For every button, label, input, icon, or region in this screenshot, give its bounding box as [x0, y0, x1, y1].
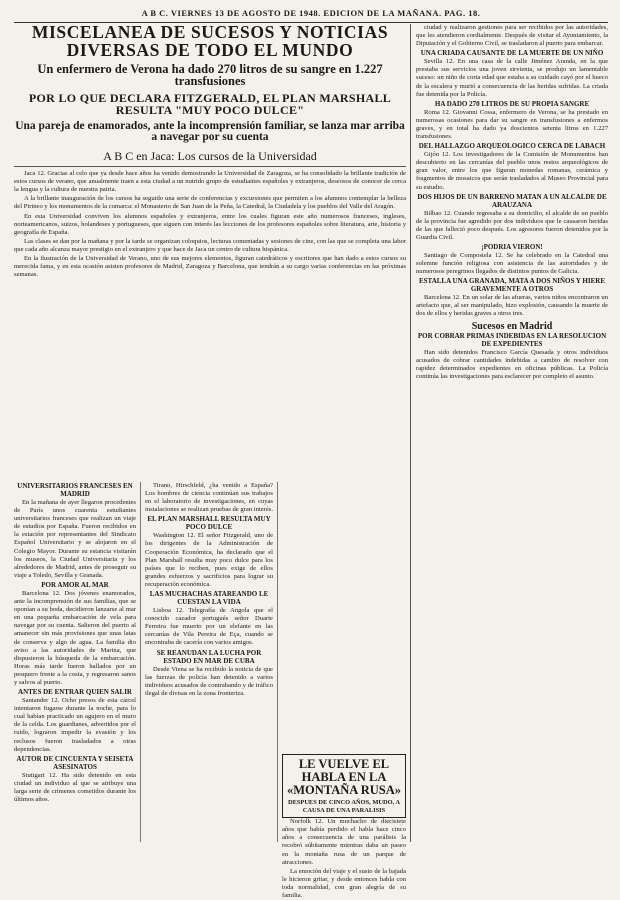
- boxed-story: [282, 754, 406, 818]
- item-body: ciudad y realizaron gestiones para ser recibidos por las autoridades, que les atendieron cordialmente. Después de visitar el Ayuntamiento, la Diputación y el Gobierno Civil, se trasladaron al puerto para embarcar.: [416, 24, 608, 48]
- section-title-jaca: A B C en Jaca: Los cursos de la Universidad: [14, 149, 406, 167]
- feature-block: [14, 24, 406, 280]
- item-body: Santander 12. Ocho presos de esta cárcel intentaron fugarse durante la noche, para lo cual habían practicado un agujero en el muro de la celda. Los guardianes, advertidos por el ruido, lograron impedir la evasión y los reclusos fueron trasladados a otras dependencias.: [14, 697, 136, 753]
- lead-paragraph: Jaca 12. Gracias al celo que ya desde hace años ha venido demostrando la Universidad de Zaragoza, se ha consolidado la brillante tradición de estos cursos de verano, que anualmente traen a esta ciudad a un nutrido grupo de estudiantes españoles y extranjeros, deseosos de conocer de cerca la lengua y la cultura de nuestra patria.: [14, 170, 406, 194]
- item-title: ESTALLA UNA GRANADA, MATA A DOS NIÑOS Y HIERE GRAVEMENTE A OTROS: [419, 277, 605, 294]
- deck-marshall: POR LO QUE DECLARA FITZGERALD, EL PLAN MARSHALL RESULTA "MUY POCO DULCE": [28, 91, 392, 118]
- lead-paragraph: Las clases se dan por la mañana y por la tarde se organizan coloquios, lecturas comentadas y sesiones de cine, con las que se completa una labor que cada año alcanza mayor prestigio en el extranjero y que hace de Jaca un centro de cultura hispánica.: [14, 237, 406, 253]
- item-title: POR COBRAR PRIMAS INDEBIDAS EN LA RESOLUCION DE EXPEDIENTES: [417, 331, 607, 348]
- boxed-story-deck: DESPUES DE CINCO AÑOS, MUDO, A CAUSA DE UNA PARALISIS: [287, 799, 401, 814]
- item-body: Han sido detenidos Francisco García Quesada y otros individuos acusados de cobrar cantidades indebidas a cambio de resolver con rapidez determinados expedientes en oficinas públicas. La Policía continúa las investigaciones para esclarecer por completo el asunto.: [416, 348, 608, 380]
- lead-paragraph: En la ilustración de la Universidad de Verano, uno de sus mejores elementos, figuran catedráticos y escritores que han dado a estos cursos su merecida fama, y en esta ocasión asisten profesores de Madrid, Zaragoza y Barcelona, que tendrán a su cargo varias conferencias en las próximas semanas.: [14, 255, 406, 279]
- column-rule: [140, 482, 141, 842]
- item-body: Bilbao 12. Cuando regresaba a su domicilio, el alcalde de un pueblo de la provincia fue agredido por dos individuos que le causaron heridas de las que falleció poco después. Los agresores fueron detenidos por la Guardia Civil.: [416, 209, 608, 241]
- deck-verona: Un enfermero de Verona ha dado 270 litros de su sangre en 1.227 transfusiones: [37, 61, 383, 89]
- lead-article: [14, 170, 406, 279]
- boxed-story-headline: LE VUELVE EL HABLA EN LA «MONTAÑA RUSA»: [286, 757, 401, 797]
- item-body: Barcelona 12. En un solar de las afueras, varios niños encontraron un artefacto que, al ser manipulado, hizo explosión, causando la muerte de dos de ellos y heridas graves a otros tres.: [416, 294, 608, 318]
- column-2: [145, 482, 273, 842]
- item-title: ANTES DE ENTRAR QUIEN SALIR: [18, 688, 132, 697]
- item-body: Roma 12. Giovanni Cossa, enfermero de Verona, se ha prestado en numerosas ocasiones para dar su sangre en transfusiones a enfermos graves, y en total ha dado ya doscientos setenta litros en 1.227 transfusiones.: [416, 108, 608, 141]
- item-body: Santiago de Compostela 12. Se ha celebrado en la Catedral una solemne función religiosa con asistencia de las autoridades y de numerosos peregrinos llegados de distintos puntos de Galicia.: [416, 251, 608, 276]
- page-grid: [14, 22, 608, 900]
- running-head: A B C. VIERNES 13 DE AGOSTO DE 1948. EDICION DE LA MAÑANA. PAG. 18.: [14, 8, 608, 23]
- column-1: [14, 482, 136, 842]
- column-3: [282, 482, 406, 900]
- item-title: ¡PODRIA VIERON!: [481, 242, 543, 251]
- item-title: UNA CRIADA CAUSANTE DE LA MUERTE DE UN NIÑO: [420, 49, 604, 58]
- item-body: Tirano, Hirschfeld, ¿ha venido a España? Los hombres de ciencia continúan sus trabajos en el laboratorio de investigaciones, en cuyas instalaciones se realizan pruebas de gran interés.: [145, 482, 273, 514]
- item-body: La emoción del viaje y el susto de la bajada le hicieron gritar, y desde entonces habla con toda normalidad, con gran alegría de su familia.: [282, 867, 406, 900]
- main-headline: MISCELANEA DE SUCESOS Y NOTICIAS DIVERSAS DE TODO EL MUNDO: [31, 22, 389, 60]
- item-body: Washington 12. El señor Fitzgerald, uno de los dirigentes de la Administración de Cooperación Económica, ha declarado que el Plan Marshall resulta muy poco dulce para los países que lo reciben, pues exige de ellos grandes esfuerzos y sacrificios para lograr su recuperación económica.: [145, 532, 273, 588]
- deck-lovers: Una pareja de enamorados, ante la incomprensión familiar, se lanza mar arriba a navegar por su cuenta: [15, 119, 405, 144]
- column-rule: [277, 482, 278, 842]
- item-body: Lisboa 12. Telegrafía de Angola que el conocido cazador portugués señor Duarte Ferreira fue muerto por un elefante en las cercanías de Vila Pereira de Eça, cuando se encontraba de cacería con varios amigos.: [145, 607, 273, 647]
- item-body: Gijón 12. Los investigadores de la Comisión de Monumentos han descubierto en las cercanías del pueblo unos restos arqueológicos de gran valor, entre los que figuran monedas romanas, cerámica y fragmentos de mosaicos que serán trasladados al Museo Provincial para su estudio.: [416, 151, 608, 191]
- item-title: POR AMOR AL MAR: [41, 580, 109, 589]
- item-title: SE REANUDAN LA LUCHA POR ESTADO EN MAR DE CUBA: [156, 648, 262, 665]
- item-body: Desde Viena se ha recibido la noticia de que las fuerzas de policía han detenido a varios individuos acusados de contrabando y de tráfico ilegal de divisas en la zona fronteriza.: [145, 665, 273, 697]
- column-3-spacer: [282, 482, 406, 750]
- item-body: En la mañana de ayer llegaron procedentes de París unos cuarenta estudiantes universitarios franceses que realizan un viaje de estudios por España. Fueron recibidos en la estación por representantes del Sindicato Español Universitario y se alojaron en el Colegio Mayor. Durante su estancia visitarán los museos, la Ciudad Universitaria y los alrededores de Madrid, antes de proseguir su viaje a Toledo, Sevilla y Granada.: [14, 499, 136, 579]
- three-columns: [14, 482, 406, 900]
- item-title: LAS MUCHACHAS ATAREANDO LE CUESTAN LA VIDA: [149, 590, 269, 607]
- item-title: UNIVERSITARIOS FRANCESES EN MADRID: [17, 482, 133, 498]
- item-title: AUTOR DE CINCUENTA Y SEISETA ASESINATOS: [16, 754, 134, 771]
- madrid-section-title: Sucesos en Madrid: [471, 320, 553, 332]
- lead-paragraph: En esta Universidad conviven los alumnos españoles y extranjeros, entre los cuales figuran este año numerosos franceses, ingleses, norteamericanos, suizos, holandeses y portugueses, que siguen con interés las lecciones de los profesores españoles sobre literatura, arte, historia y geografía de España.: [14, 212, 406, 236]
- lead-paragraph: A la brillante inauguración de los cursos ha seguido una serie de conferencias y excursiones que permiten a los alumnos contemplar la belleza del Pirineo y los monumentos de la comarca: el Monasterio de San Juan de la Peña, la Catedral, la Ciudadela y los pueblos del Valle del Aragón.: [14, 195, 406, 211]
- column-rule-main: [410, 24, 411, 842]
- item-body: Stuttgart 12. Ha sido detenido en esta ciudad un individuo al que se atribuye una larga serie de crímenes cometidos durante los últimos años.: [14, 771, 136, 803]
- item-body: Norfolk 12. Un muchacho de diecisiete años que había perdido el habla hace cinco años a consecuencia de una parálisis la recobró súbitamente mientras daba un paseo en la montaña rusa de un parque de atracciones.: [282, 818, 406, 866]
- item-body: Barcelona 12. Dos jóvenes enamorados, ante la incomprensión de sus familias, que se oponían a su boda, decidieron lanzarse al mar en una pequeña embarcación de vela para navegar por su cuenta. Salieron del puerto al amanecer sin más provisiones que unas latas de conserva y algo de agua. La familia dio aviso a las autoridades de Marina, que dispusieron la búsqueda de la embarcación. Horas más tarde fueron hallados por un pesquero frente a la costa, y regresaron sanos y salvos al puerto.: [14, 589, 136, 686]
- item-title: DEL HALLAZGO ARQUEOLOGICO CERCA DE LABACH: [418, 142, 606, 151]
- item-title: DOS HIJOS DE UN BARRENO MATAN A UN ALCALDE DE ARAUZANA: [417, 192, 607, 209]
- item-title: HA DADO 270 LITROS DE SU PROPIA SANGRE: [434, 99, 590, 108]
- item-title: EL PLAN MARSHALL RESULTA MUY POCO DULCE: [147, 515, 271, 532]
- item-body: Sevilla 12. En una casa de la calle Jiménez Aranda, en la que prestaba sus servicios una joven sirvienta, se produjo un lamentable suceso: un niño de corta edad que estaba a su cuidado cayó por el hueco de la escalera y murió a consecuencia de las heridas sufridas. La criada fue detenida por la Policía.: [416, 58, 608, 98]
- right-column: [416, 24, 608, 842]
